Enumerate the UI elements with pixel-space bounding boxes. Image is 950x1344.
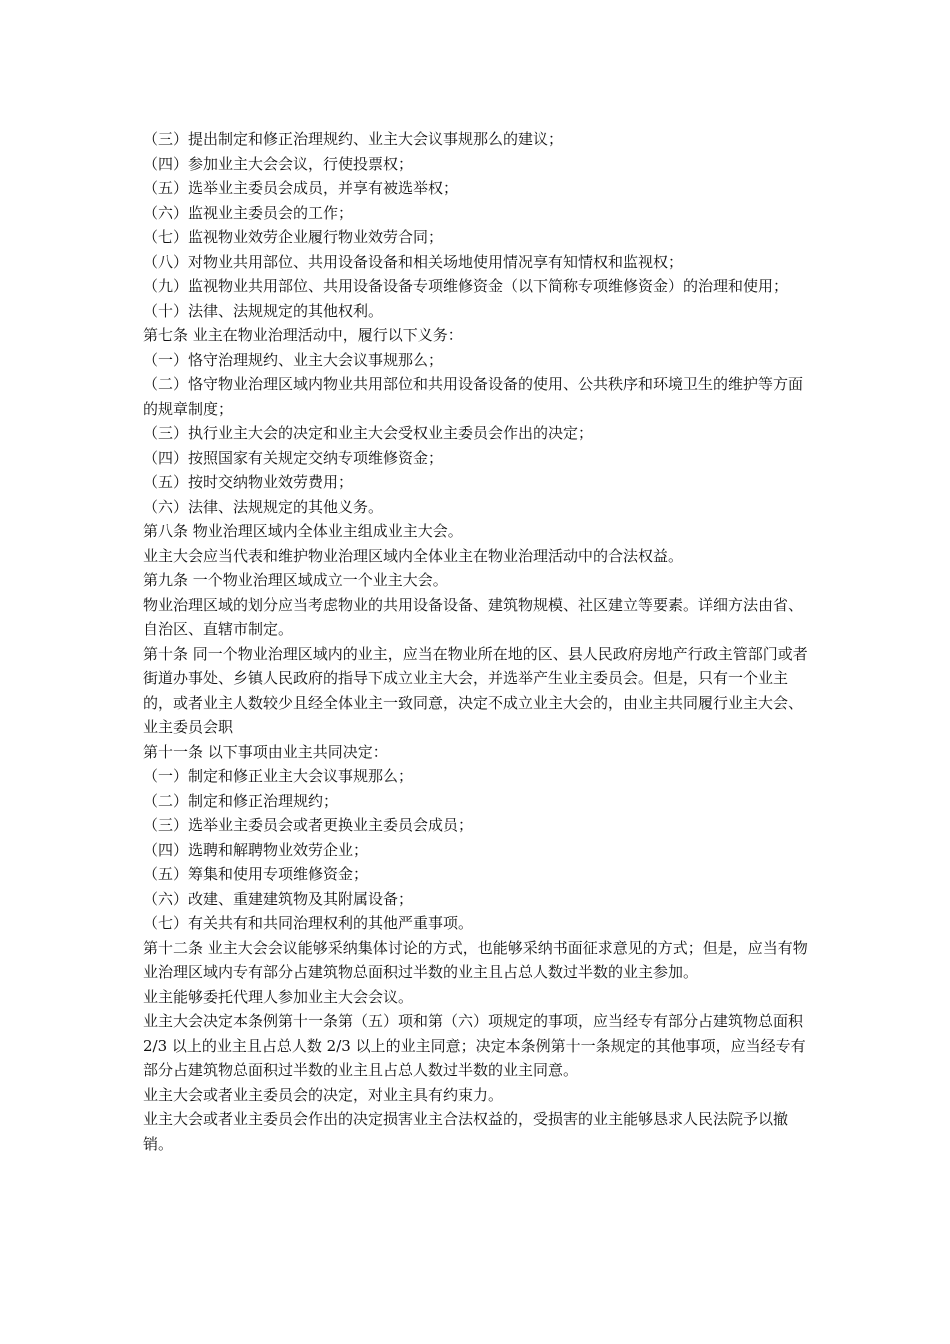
article-12-body: 第十二条 业主大会会议能够采纳集体讨论的方式，也能够采纳书面征求意见的方式；但是，应当有物业治理区域内专有部分占建筑物总面积过半数的业主且占总人数过半数的业主参加。 [143,938,808,981]
paragraph-right-6: （六）监视业主委员会的工作； [143,203,354,222]
article-12-proxy: 业主能够委托代理人参加业主大会会议。 [143,987,414,1006]
paragraph-right-5: （五）选举业主委员会成员，并享有被选举权； [143,179,459,197]
article-8-body: 业主大会应当代表和维护物业治理区域内全体业主在物业治理活动中的合法权益。 [143,546,684,565]
paragraph-duty-1: （一）恪守治理规约、业主大会议事规那么； [143,350,444,369]
paragraph-right-3: （三）提出制定和修正治理规约、业主大会议事规那么的建议； [143,130,564,148]
paragraph-right-4: （四）参加业主大会会议，行使投票权； [143,154,414,173]
paragraph-duty-4: （四）按照国家有关规定交纳专项维修资金； [143,448,444,467]
paragraph-decision-5: （五）筹集和使用专项维修资金； [143,865,369,883]
article-7-heading: 第七条 业主在物业治理活动中，履行以下义务： [143,326,463,344]
paragraph-right-10: （十）法律、法规规定的其他权利。 [143,301,384,320]
article-12-binding: 业主大会或者业主委员会的决定，对业主具有约束力。 [143,1085,504,1104]
article-9-body: 物业治理区域的划分应当考虑物业的共用设备设备、建筑物规模、社区建立等要素。详细方法由省、自治区、直辖市制定。 [143,595,804,638]
article-12-revocation: 业主大会或者业主委员会作出的决定损害业主合法权益的，受损害的业主能够恳求人民法院予以撤销。 [143,1110,789,1153]
paragraph-decision-4: （四）选聘和解聘物业效劳企业； [143,840,369,859]
paragraph-right-9: （九）监视物业共用部位、共用设备设备专项维修资金（以下简称专项维修资金）的治理和使用； [143,277,789,295]
paragraph-duty-5: （五）按时交纳物业效劳费用； [143,473,354,491]
article-12-voting: 业主大会决定本条例第十一条第（五）项和第（六）项规定的事项，应当经专有部分占建筑物总面积 2/3 以上的业主且占总人数 2/3 以上的业主同意；决定本条例第十一条规定的其他事项，应当经专有部分占建筑物总面积过半数的业主且占总人数过半数的业主同意。 [143,1012,806,1079]
paragraph-decision-7: （七）有关共有和共同治理权利的其他严重事项。 [143,914,474,932]
article-10-body: 第十条 同一个物业治理区域内的业主，应当在物业所在地的区、县人民政府房地产行政主管部门或者街道办事处、乡镇人民政府的指导下成立业主大会，并选举产生业主委员会。但是，只有一个业主的，或者业主人数较少且经全体业主一致同意，决定不成立业主大会的，由业主共同履行业主大会、业主委员会职 [143,644,808,736]
document-body [143,127,811,1156]
article-8-heading: 第八条 物业治理区域内全体业主组成业主大会。 [143,522,463,540]
paragraph-duty-6: （六）法律、法规规定的其他义务。 [143,497,384,516]
paragraph-decision-3: （三）选举业主委员会或者更换业主委员会成员； [143,816,474,834]
article-11-heading: 第十一条 以下事项由业主共同决定： [143,742,388,761]
paragraph-right-7: （七）监视物业效劳企业履行物业效劳合同； [143,228,444,246]
paragraph-decision-2: （二）制定和修正治理规约； [143,791,339,810]
paragraph-decision-6: （六）改建、重建建筑物及其附属设备； [143,889,414,908]
paragraph-right-8: （八）对物业共用部位、共用设备设备和相关场地使用情况享有知情权和监视权； [143,252,684,271]
paragraph-duty-2: （二）恪守物业治理区域内物业共用部位和共用设备设备的使用、公共秩序和环境卫生的维护等方面的规章制度； [143,375,804,418]
paragraph-decision-1: （一）制定和修正业主大会议事规那么； [143,767,414,785]
paragraph-duty-3: （三）执行业主大会的决定和业主大会受权业主委员会作出的决定； [143,424,594,442]
article-9-heading: 第九条 一个物业治理区域成立一个业主大会。 [143,571,448,589]
